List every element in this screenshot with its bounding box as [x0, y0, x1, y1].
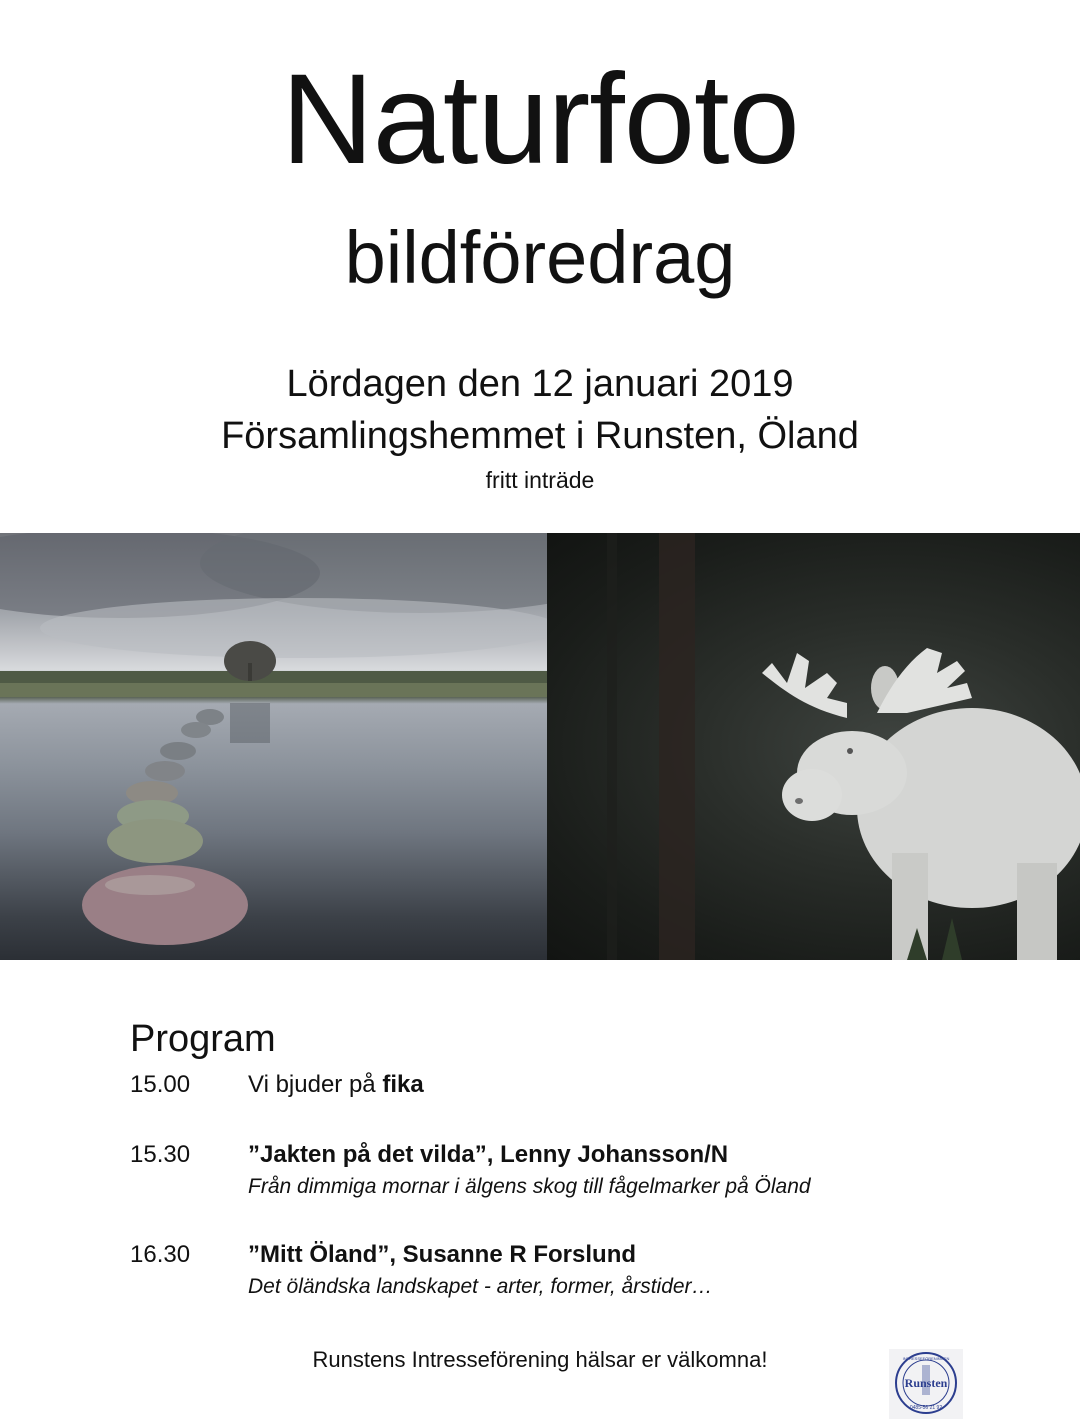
- program-title-bold: ”Jakten på det vilda”, Lenny Johansson/N: [248, 1141, 729, 1168]
- program-time: 16.30: [130, 1241, 191, 1268]
- footer-greeting: Runstens Intresseförening hälsar er välkomna!: [312, 1347, 768, 1372]
- white-moose-photo: [547, 533, 1080, 960]
- program-title-bold: ”Mitt Öland”, Susanne R Forslund: [248, 1241, 637, 1268]
- program-time: 15.00: [130, 1071, 191, 1098]
- association-logo-icon: [889, 1349, 963, 1419]
- event-venue: Församlingshemmet i Runsten, Öland: [221, 415, 859, 457]
- program-title: [248, 1240, 968, 1270]
- program-heading: Program: [130, 1018, 276, 1060]
- admission-note: fritt inträde: [485, 467, 595, 493]
- program-description: Det öländska landskapet - arter, former, årstider…: [248, 1275, 713, 1298]
- program-title: [248, 1070, 968, 1100]
- poster-subtitle: bildföredrag: [344, 216, 736, 299]
- lake-stones-photo: [0, 533, 547, 960]
- white-moose-illustration: [547, 533, 1080, 960]
- program-title-bold: fika: [382, 1071, 424, 1098]
- logo-name: Runsten: [904, 1376, 948, 1390]
- program-time: 15.30: [130, 1141, 191, 1168]
- logo-phone: 0485-56 21 92: [909, 1405, 943, 1411]
- program-title-lead: Vi bjuder på: [248, 1071, 383, 1098]
- lake-stones-illustration: [0, 533, 547, 960]
- program-description: Från dimmiga mornar i älgens skog till fågelmarker på Öland: [248, 1175, 811, 1198]
- program-title: [248, 1140, 968, 1170]
- association-logo: [889, 1349, 963, 1419]
- event-date: Lördagen den 12 januari 2019: [286, 363, 794, 405]
- poster-title: Naturfoto: [281, 48, 799, 191]
- logo-top-text: INTRESSEFÖRENINGEN: [902, 1356, 950, 1361]
